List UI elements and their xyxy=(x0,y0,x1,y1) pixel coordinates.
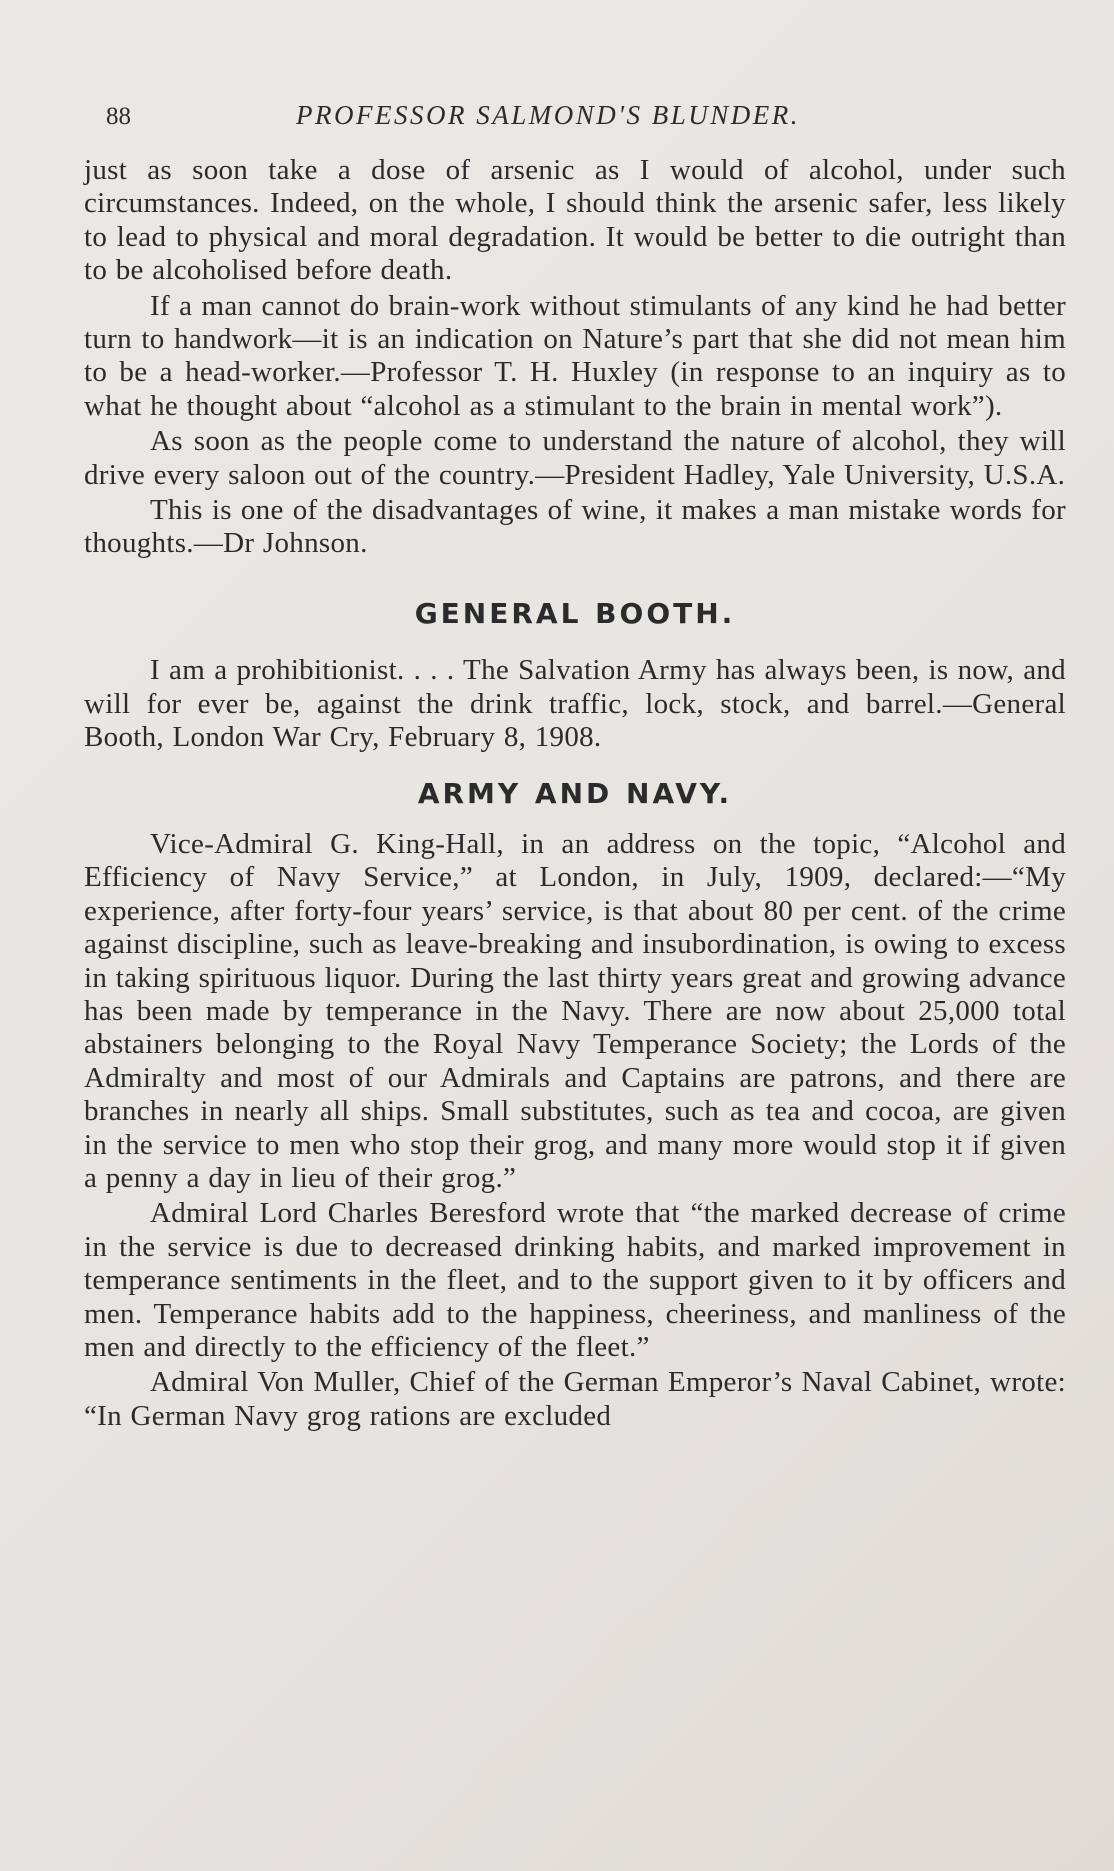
paragraph-king-hall: Vice-Admiral G. King-Hall, in an address on the topic, “Alcohol and Efficiency of Navy Service,” at London, in July, 1909, declared:—“My experience, after forty-four years’ service, is that about 80 per cent. of the crime against discipline, such as leave-breaking and insubordination, is owing to excess in taking spirituous liquor. During the last thirty years great and growing advance has been made by temperance in the Navy. There are now about 25,000 total abstainers belonging to the Royal Navy Temperance Society; the Lords of the Admiralty and most of our Admirals and Captains are patrons, and there are branches in nearly all ships. Small substitutes, such as tea and cocoa, are given in the service to men who stop their grog, and many more would stop it if given a penny a day in lieu of their grog.” xyxy=(84,827,1066,1194)
paragraph-hadley-quote: As soon as the people come to understand the nature of alcohol, they will drive every saloon out of the country.—President Hadley, Yale University, U.S.A. xyxy=(84,425,1066,491)
paragraph-von-muller: Admiral Von Muller, Chief of the German Emperor’s Naval Cabinet, wrote: “In German Navy grog rations are excluded xyxy=(84,1366,1066,1432)
paragraph-booth-quote: I am a prohibitionist. . . . The Salvation Army has always been, is now, and will for ever be, against the drink traffic, lock, stock, and barrel.—General Booth, London War Cry, February 8, 1908. xyxy=(84,654,1066,754)
paragraph-huxley-quote: If a man cannot do brain-work without stimulants of any kind he had better turn to handwork—it is an indication on Nature’s part that she did not mean him to be a head-worker.—Professor T. H. Huxley (in response to an inquiry as to what he thought about “alcohol as a stimulant to the brain in mental work”). xyxy=(84,289,1066,422)
paragraph-johnson-quote: This is one of the disadvantages of wine, it makes a man mistake words for thoughts.—Dr Johnson. xyxy=(84,494,1066,560)
section-heading-general-booth: GENERAL BOOTH. xyxy=(414,596,736,630)
paragraph-arsenic-continuation: just as soon take a dose of arsenic as I would of alcohol, under such circumstances. Indeed, on the whole, I should think the arsenic safer, less likely to lead to physical and moral degradation. It would be better to die outright than to be alcoholised before death. xyxy=(84,154,1066,287)
page-number: 88 xyxy=(106,103,131,130)
section-heading-army-and-navy: ARMY AND NAVY. xyxy=(417,776,733,810)
running-head xyxy=(84,100,1066,154)
body-text xyxy=(84,154,1066,1433)
running-title: PROFESSOR SALMOND'S BLUNDER. xyxy=(296,100,800,130)
paragraph-beresford: Admiral Lord Charles Beresford wrote that “the marked decrease of crime in the service is due to decreased drinking habits, and marked improvement in temperance sentiments in the fleet, and to the support given to it by officers and men. Temperance habits add to the happiness, cheeriness, and manliness of the men and directly to the efficiency of the fleet.” xyxy=(84,1197,1066,1363)
